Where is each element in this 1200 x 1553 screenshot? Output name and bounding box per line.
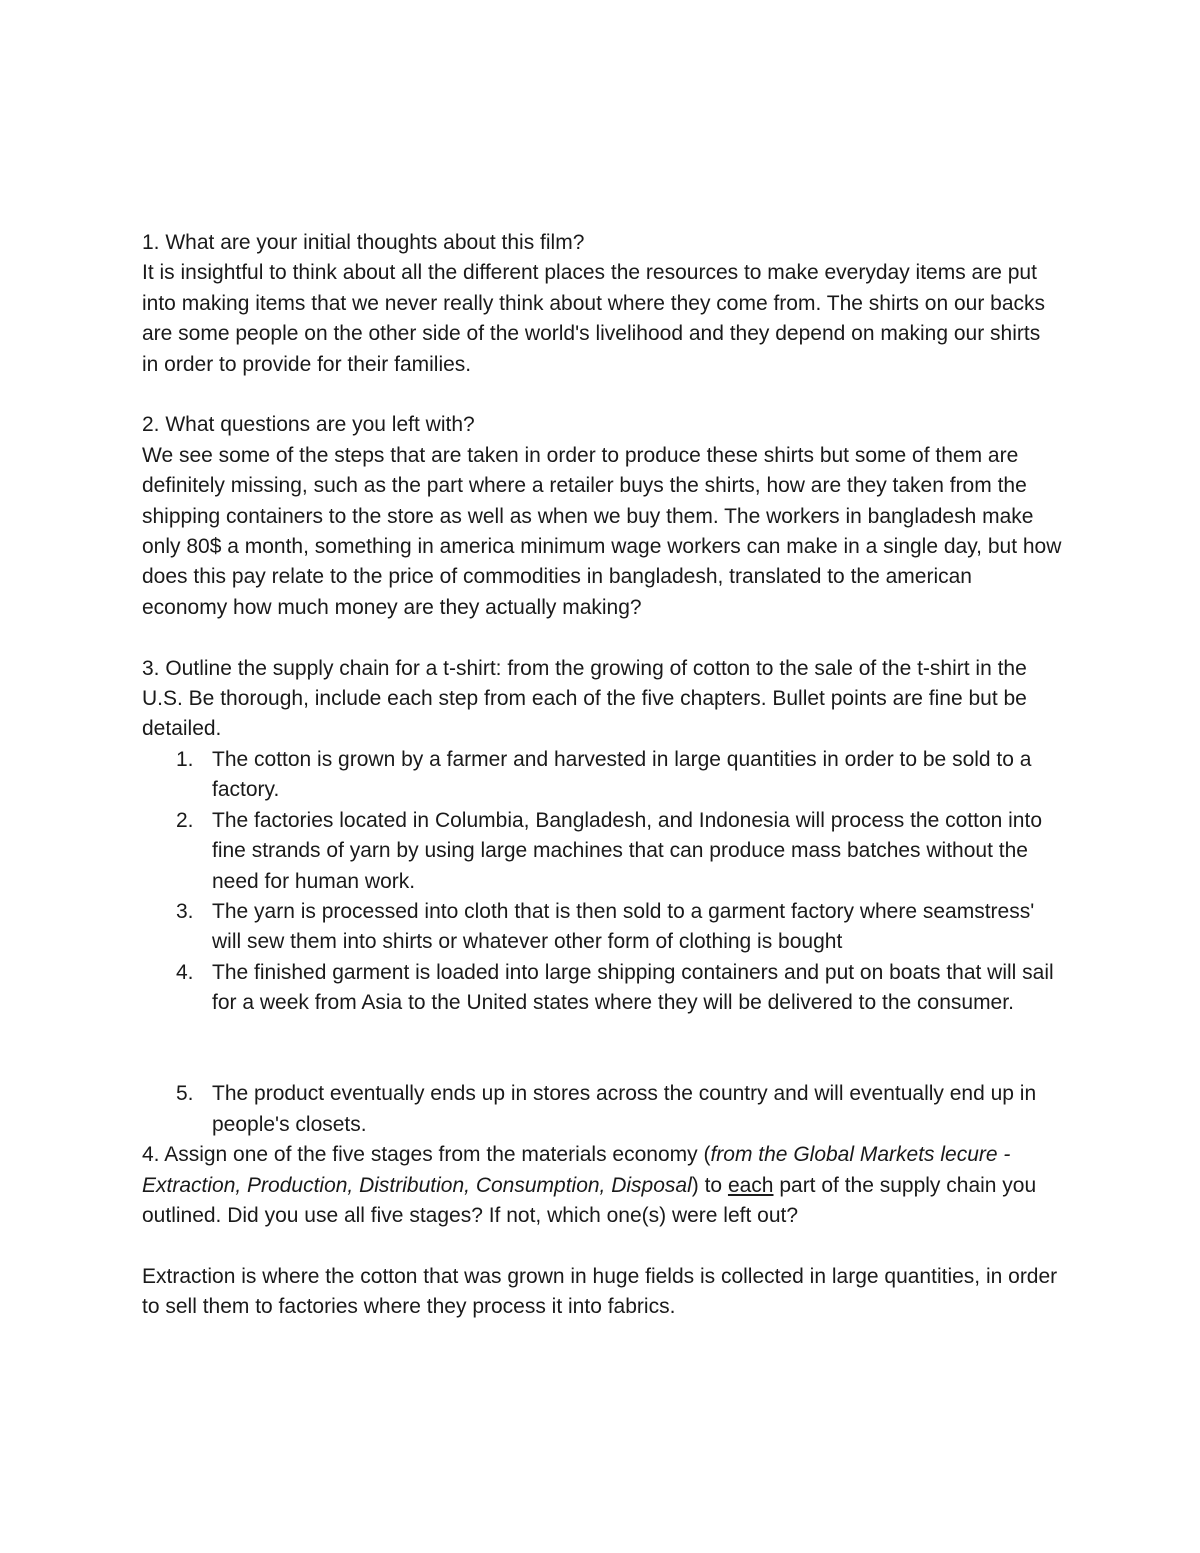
spacer — [142, 380, 1062, 410]
q4-question-text: ) to — [691, 1173, 728, 1197]
spacer — [142, 1049, 1062, 1079]
q4-question-text: 4. Assign one of the five stages from the materials economy ( — [142, 1143, 711, 1167]
q4-question-italic: from the Global Markets lecure - Extraction, Production, Distribution, Consumption, Disposal — [142, 1143, 1011, 1197]
list-item — [142, 897, 1062, 958]
list-item-text: The yarn is processed into cloth that is then sold to a garment factory where seamstress' will sew them into shirts or whatever other form of clothing is bought — [212, 899, 1035, 954]
spacer — [142, 1019, 1062, 1049]
q4-question-text: part of the supply chain you outlined. Did you use all five stages? If not, which one(s) were left out? — [142, 1173, 1037, 1227]
q2-answer: We see some of the steps that are taken in order to produce these shirts but some of them are definitely missing, such as the part where a retailer buys the shirts, how are they taken from the shipping containers to the store as well as when we buy them. The workers in bangladesh make only 80$ a month, something in america minimum wage workers can make in a single day, but how does this pay relate to the price of commodities in bangladesh, translated to the american economy how much money are they actually making? — [142, 443, 1062, 619]
q4-question — [142, 1140, 1062, 1231]
list-item — [142, 745, 1062, 806]
list-item-number: 2. — [176, 808, 194, 832]
list-item-text: The cotton is grown by a farmer and harvested in large quantities in order to be sold to a factory. — [212, 747, 1032, 802]
list-item-text: The factories located in Columbia, Bangladesh, and Indonesia will process the cotton into fine strands of yarn by using large machines that can produce mass batches without the need for human work. — [212, 808, 1042, 893]
list-item — [142, 1079, 1062, 1140]
list-item-number: 3. — [176, 899, 194, 923]
spacer — [142, 623, 1062, 653]
q4-question-underlined: each — [727, 1173, 774, 1197]
q1-answer: It is insightful to think about all the different places the resources to make everyday items are put into making items that we never really think about where they come from. The shirts on our backs are some people on the other side of the world's livelihood and they depend on making our shirts in order to provide for their families. — [142, 261, 1046, 376]
list-item-number: 4. — [176, 960, 194, 984]
q4-answer: Extraction is where the cotton that was grown in huge fields is collected in large quantities, in order to sell them to factories where they process it into fabrics. — [142, 1264, 1058, 1319]
q2-question: 2. What questions are you left with? — [142, 413, 475, 437]
supply-chain-list-continued — [142, 1079, 1062, 1140]
list-item-number: 1. — [176, 747, 194, 771]
q1-question: 1. What are your initial thoughts about this film? — [142, 231, 585, 254]
spacer — [142, 1231, 1062, 1261]
list-item — [142, 806, 1062, 897]
q3-question: 3. Outline the supply chain for a t-shirt: from the growing of cotton to the sale of the t-shirt in the U.S. Be thorough, include each step from each of the five chapters. Bullet points are fine but be detailed. — [142, 656, 1027, 741]
list-item-text: The finished garment is loaded into large shipping containers and put on boats that will sail for a week from Asia to the United states where they will be delivered to the consumer. — [212, 960, 1054, 1015]
list-item — [142, 958, 1062, 1019]
list-item-number: 5. — [176, 1082, 194, 1106]
document-page — [142, 228, 1062, 1323]
list-item-text: The product eventually ends up in stores across the country and will eventually end up in people's closets. — [212, 1082, 1037, 1136]
supply-chain-list — [142, 745, 1062, 1019]
